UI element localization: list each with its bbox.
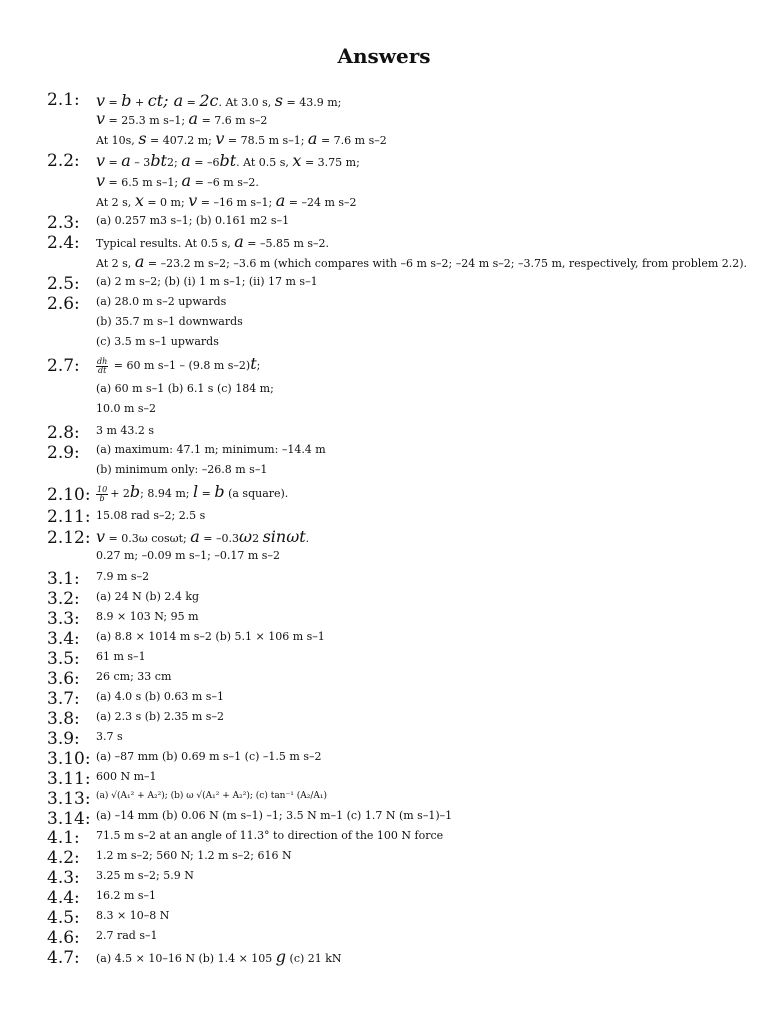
text-run: = 7.6 m s–2 [198,114,268,127]
math-var: x [134,191,144,210]
text-run: 10.0 m s–2 [96,402,157,415]
math-var: a [275,191,286,210]
math-var: v [96,109,106,128]
math-var: v [96,527,106,546]
text-run: 61 m s–1 [96,650,146,663]
text-run: (c) 21 kN [286,952,342,965]
problem-number: 3.5: [47,649,80,669]
text-run: (a) 2.3 s (b) 2.35 m s–2 [96,710,224,723]
answer-line [96,403,156,414]
answer-line [96,870,194,881]
fraction [96,486,108,503]
math-var: a [134,252,145,271]
answer-line [96,731,123,742]
text-run: At 2 s, [96,257,135,270]
text-run: = –0.3 [199,532,240,545]
answer-line [96,771,157,782]
answer-line [96,336,219,347]
text-run: = 78.5 m s–1; [224,134,308,147]
fraction-numerator: dh [97,356,108,366]
text-run: 0.27 m; –0.09 m s–1; –0.17 m s–2 [96,549,280,562]
text-run: 2; [166,156,182,169]
answer-line [96,711,224,722]
problem-number: 4.1: [47,828,80,848]
answer-line [96,276,318,287]
text-run: At 2 s, [96,196,135,209]
math-var: ω [239,527,253,546]
text-run: (c) 3.5 m s–1 upwards [96,335,219,348]
text-run: = [183,96,200,109]
text-run: = –16 m s–1; [197,196,276,209]
math-var: b [121,91,132,110]
answer-line [96,571,149,582]
math-var: g [275,947,287,966]
text-run: = 43.9 m; [283,96,342,109]
problem-number: 3.10: [47,749,91,769]
answer-line [96,254,747,270]
text-run: (a) 8.8 × 1014 m s–2 (b) 5.1 × 106 m s–1 [96,630,325,643]
fraction-numerator: 10 [97,484,108,494]
text-run: (a) 24 N (b) 2.4 kg [96,590,200,603]
math-var: a [181,171,192,190]
problem-number: 4.7: [47,948,80,968]
answer-line [96,651,146,662]
text-run: 3.7 s [96,730,123,743]
problem-number: 3.7: [47,689,80,709]
answer-line [96,425,154,436]
text-run: = [105,96,122,109]
text-run: 3.25 m s–2; 5.9 N [96,869,194,882]
text-run: (a) 4.0 s (b) 0.63 m s–1 [96,690,224,703]
problem-number: 3.4: [47,629,80,649]
text-run: = –6 m s–2. [191,176,259,189]
problem-number: 4.5: [47,908,80,928]
text-run: – 3 [130,156,151,169]
text-run: + [131,96,148,109]
text-run: 26 cm; 33 cm [96,670,172,683]
answer-line [96,550,280,561]
problem-number: 2.1: [47,90,80,110]
math-var: v [96,151,106,170]
problem-number: 2.4: [47,233,80,253]
math-var: s [274,91,284,110]
problem-number: 3.3: [47,609,80,629]
problem-number: 3.6: [47,669,80,689]
answer-line [96,631,325,642]
answer-line [96,850,292,861]
answer-line [96,316,243,327]
answer-line [96,131,387,147]
math-var: t [250,354,257,373]
problem-number: 3.14: [47,809,91,829]
text-run: = 60 m s–1 – (9.8 m s–2) [110,359,251,372]
text-run: 2.7 rad s–1 [96,929,158,942]
answer-line [96,691,224,702]
fraction-denominator: dt [97,365,107,375]
problem-number: 2.3: [47,213,80,233]
text-run: . At 0.5 s, [236,156,293,169]
answer-line [96,810,452,821]
text-run: At 10s, [96,134,139,147]
answer-line [96,910,169,921]
answer-line [96,890,156,901]
text-run: 7.9 m s–2 [96,570,150,583]
answer-line [96,671,171,682]
text-run: = 407.2 m; [146,134,216,147]
math-var: a [181,151,191,170]
formula-image-text: (a) √(A₁² + A₂²); (b) ω √(A₁² + A₂²); (c) tan⁻¹ (A₂/A₁) [96,791,327,801]
answer-line [96,751,321,762]
math-var: ct; a [147,91,184,110]
answer-line [96,296,226,307]
answer-line [96,111,267,127]
text-run: 1.2 m s–2; 560 N; 1.2 m s–2; 616 N [96,849,292,862]
problem-number: 4.4: [47,888,80,908]
text-run: = –23.2 m s–2; –3.6 m (which compares with –6 m s–2; –24 m s–2; –3.75 m, respectively, from problem 2.2). [144,257,748,270]
text-run: (a) 0.257 m3 s–1; (b) 0.161 m2 s–1 [96,214,290,227]
problem-number: 2.12: [47,528,91,548]
math-var: s [138,129,147,148]
text-run: = 6.5 m s–1; [105,176,182,189]
problem-number: 2.2: [47,151,80,171]
answer-line [96,173,259,189]
problem-number: 2.11: [47,507,91,527]
answer-line [96,529,309,545]
math-var: bt [150,151,167,170]
math-var: v [96,171,106,190]
text-run: (a) –14 mm (b) 0.06 N (m s–1) –1; 3.5 N m–1 (c) 1.7 N (m s–1)–1 [96,809,453,822]
text-run: 600 N m–1 [96,770,157,783]
problem-number: 2.7: [47,356,80,376]
problem-number: 2.6: [47,294,80,314]
text-run: . At 3.0 s, [218,96,275,109]
problem-number: 2.8: [47,423,80,443]
text-run: = 25.3 m s–1; [105,114,189,127]
answer-line [96,215,289,226]
answer-line [96,383,274,394]
answer-line [96,830,443,841]
answer-line [96,591,199,602]
text-run: 16.2 m s–1 [96,889,157,902]
text-run: 2 [252,532,263,545]
text-run: (a) 4.5 × 10–16 N (b) 1.4 × 105 [96,952,276,965]
problem-number: 2.10: [47,485,91,505]
answer-line [96,792,327,801]
text-run: = 3.75 m; [301,156,360,169]
answer-line [96,153,360,169]
text-run: 15.08 rad s–2; 2.5 s [96,509,206,522]
answer-line [96,193,357,209]
answer-line [96,484,288,503]
answer-line [96,356,260,375]
problem-number: 4.6: [47,928,80,948]
text-run: ; [256,359,261,372]
text-run: (a) –87 mm (b) 0.69 m s–1 (c) –1.5 m s–2 [96,750,322,763]
math-var: b [214,482,225,501]
page-title: Answers [337,44,431,68]
math-var: l [192,482,199,501]
text-run: 8.3 × 10–8 N [96,909,170,922]
text-run: = 0 m; [143,196,189,209]
fraction [96,358,108,375]
math-var: v [96,91,106,110]
problem-number: 3.2: [47,589,80,609]
text-run: ; 8.94 m; [140,487,193,500]
text-run: 3 m 43.2 s [96,424,155,437]
text-run: (a) 60 m s–1 (b) 6.1 s (c) 184 m; [96,382,274,395]
text-run: + 2 [110,487,130,500]
math-var: a [121,151,131,170]
answer-line [96,611,199,622]
text-run: (a square). [224,487,289,500]
answer-line [96,949,342,965]
text-run: = –24 m s–2 [285,196,357,209]
text-run: = [198,487,215,500]
problem-number: 4.3: [47,868,80,888]
answer-line [96,93,341,109]
math-var: 2c [199,91,219,110]
text-run: = 7.6 m s–2 [317,134,387,147]
math-var: v [215,129,225,148]
text-run: = –6 [190,156,220,169]
math-var: a [188,109,199,128]
answer-line [96,930,158,941]
problem-number: 2.9: [47,443,80,463]
answer-line [96,464,267,475]
math-var: a [190,527,200,546]
math-var: b [129,482,141,501]
problem-number: 3.11: [47,769,91,789]
text-run: (a) 2 m s–2; (b) (i) 1 m s–1; (ii) 17 m s–1 [96,275,318,288]
problem-number: 4.2: [47,848,80,868]
text-run: (a) 28.0 m s–2 upwards [96,295,227,308]
problem-number: 3.8: [47,709,80,729]
text-run: = 0.3ω cosωt; [105,532,191,545]
text-run: (a) maximum: 47.1 m; minimum: –14.4 m [96,443,326,456]
math-var: bt [219,151,237,170]
answer-line [96,234,329,250]
text-run: (b) minimum only: –26.8 m s–1 [96,463,268,476]
text-run: = –5.85 m s–2. [243,237,330,250]
problem-number: 2.5: [47,274,80,294]
problem-number: 3.13: [47,789,91,809]
math-var: x [292,151,302,170]
text-run: 71.5 m s–2 at an angle of 11.3° to direction of the 100 N force [96,829,444,842]
text-run: = [105,156,122,169]
problem-number: 3.1: [47,569,80,589]
math-var: a [234,232,244,251]
text-run: . [305,532,310,545]
fraction-denominator: b [99,493,105,503]
answer-line [96,510,205,521]
math-var: v [188,191,198,210]
math-var: sinωt [262,527,306,546]
text-run: 8.9 × 103 N; 95 m [96,610,199,623]
answer-line [96,444,326,455]
math-var: a [307,129,318,148]
text-run: (b) 35.7 m s–1 downwards [96,315,243,328]
problem-number: 3.9: [47,729,80,749]
text-run: Typical results. At 0.5 s, [96,237,235,250]
